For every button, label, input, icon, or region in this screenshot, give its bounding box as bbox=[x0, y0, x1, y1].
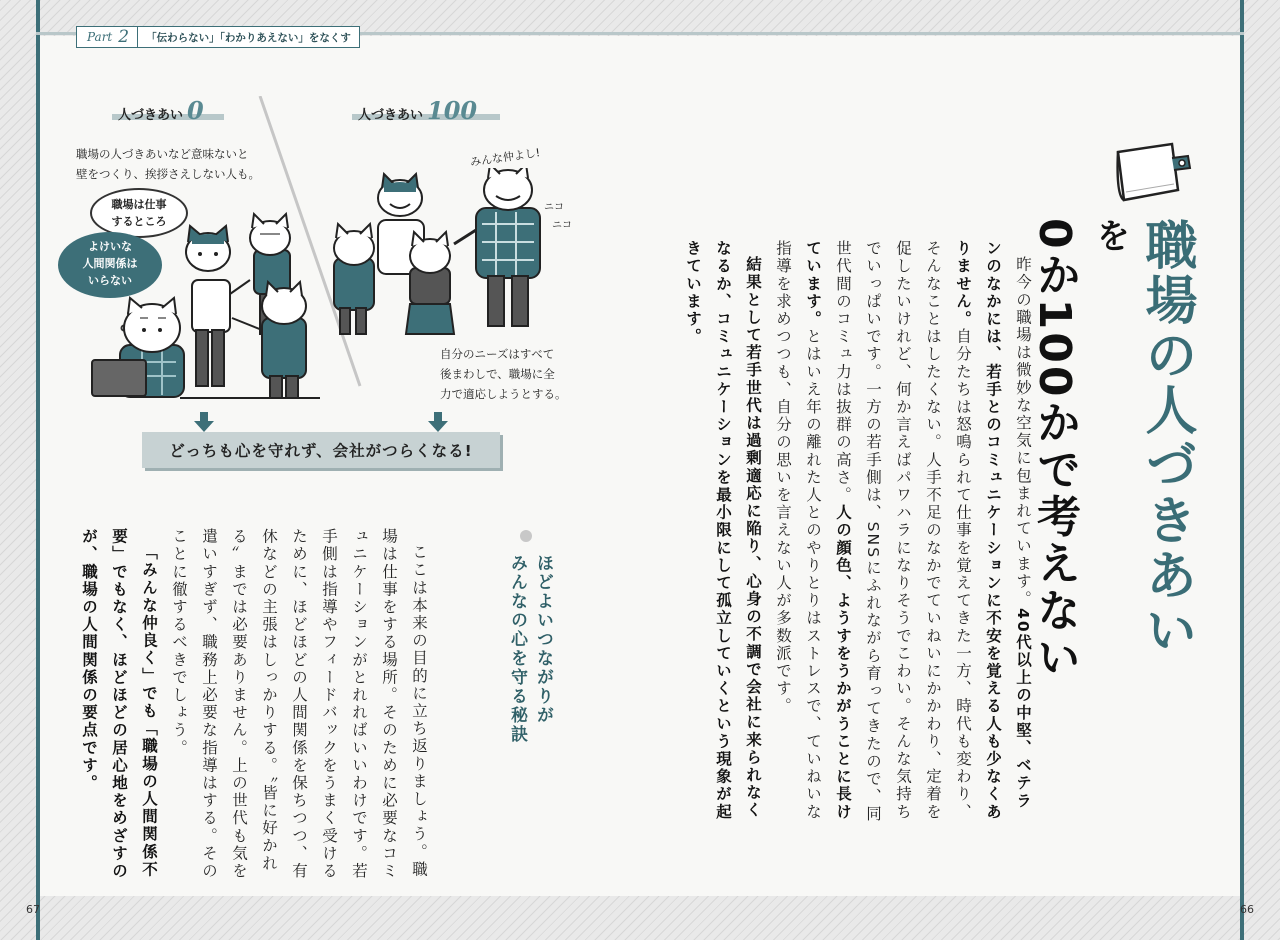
bold-text: 人の顔色、ようすをうかがうことに長けています。 bbox=[804, 240, 852, 821]
bold-text: 結果として若手世代は過剰適応に陥り、心身の不調で会社に来られなくなるか、コミュニケーションを最小限にして孤立していくという現象が起きています。 bbox=[684, 240, 762, 821]
part-word: Part bbox=[87, 30, 113, 44]
page-title bbox=[1026, 218, 1194, 688]
section-title: 「伝わらない」「わかりあえない」をなくす bbox=[146, 31, 351, 44]
down-arrow-icon bbox=[428, 412, 448, 432]
body-text: とはいえ年の離れた人とのやりとりはストレスで、ていねいな指導を求めつつも、自分の思いを言えない人が多数派です。 bbox=[774, 240, 822, 821]
paragraph bbox=[74, 528, 164, 888]
bullet-dot bbox=[520, 530, 532, 542]
page-number-right: 66 bbox=[1240, 903, 1254, 916]
left-page-edge bbox=[36, 0, 40, 940]
label-hundred: 人づきあい 100 bbox=[358, 96, 478, 125]
speech-text: みんな仲よし! bbox=[469, 146, 541, 169]
body-text: ここは本来の目的に立ち返りましょう。職場は仕事をする場所。そのために必要なコミュニケーションがとれればいいわけです。若手側は指導やフィードバックをうまく受けるために、ほどほどの人間関係を保ちつつ、有休などの主張はしっかりする。〝皆に好かれる〟までは必要ありません。上の世代も気を遣いすぎず、職務上必要な指導はする。そのことに徹するべきでしょう。 bbox=[170, 528, 428, 880]
laugh-text-2: ニコ bbox=[552, 220, 572, 231]
cats-illustration-right bbox=[326, 168, 566, 338]
body-text: 昨今の職場は微妙な空気に包まれています。 bbox=[1014, 255, 1032, 608]
part-number: 2 bbox=[118, 27, 138, 47]
running-header bbox=[76, 26, 360, 48]
paragraph bbox=[678, 240, 768, 826]
right-page-edge bbox=[1240, 0, 1244, 940]
subsection-text bbox=[74, 528, 434, 888]
bold-text: 「みんな仲良く」でも「職場の人間関係不要」でもなく、ほどほどの居心地をめざすのが、職場の人間関係の要点です。 bbox=[80, 528, 158, 880]
body-text: 自分たちは怒鳴られて仕事を覚えてきた一方、時代も変わり、そんなことはしたくない。人手不足のなかでていねいにかかわり、定着を促したいけれど、何か言えばパワハラになりそうでこわい。そんな気持ちでいっぱいです。一方の若手側は、SNSにふれながら育ってきたので、同世代間のコミュ力は抜群の高さ。 bbox=[834, 240, 972, 824]
label-zero: 人づきあい 0 bbox=[118, 96, 204, 125]
thought-bubble-work: 職場は仕事 するところ bbox=[90, 188, 188, 238]
page-number-left: 67 bbox=[26, 903, 40, 916]
down-arrow-icon bbox=[194, 412, 214, 432]
subsection-heading: ほどよいつながりが みんなの心を守る秘訣 bbox=[507, 554, 553, 744]
paragraph bbox=[164, 528, 434, 888]
paragraph bbox=[768, 240, 1038, 826]
title-line-2: 0か100かで考えない bbox=[1029, 218, 1080, 682]
laugh-text-1: ニコ bbox=[544, 202, 564, 213]
bold-text: 40代以上の中堅、ベテランのなかには、若手とのコミュニケーションに不安を覚える人も少なくありません。 bbox=[954, 240, 1032, 821]
intro-text bbox=[678, 240, 1038, 826]
conclusion-banner: どっちも心を守れず、会社がつらくなる! bbox=[142, 432, 500, 468]
thought-bubble-relationships: よけいな 人間関係は いらない bbox=[58, 232, 162, 298]
title-line-1: 職場の人づきあいを bbox=[1090, 218, 1196, 658]
cats-illustration-left bbox=[80, 210, 320, 410]
right-caption: 自分のニーズはすべて 後まわしで、職場に全 力で適応しようとする。 bbox=[440, 347, 567, 401]
notebook-icon bbox=[1108, 138, 1194, 208]
left-caption: 職場の人づきあいなど意味ないと 壁をつくり、挨拶さえしない人も。 bbox=[76, 147, 260, 181]
